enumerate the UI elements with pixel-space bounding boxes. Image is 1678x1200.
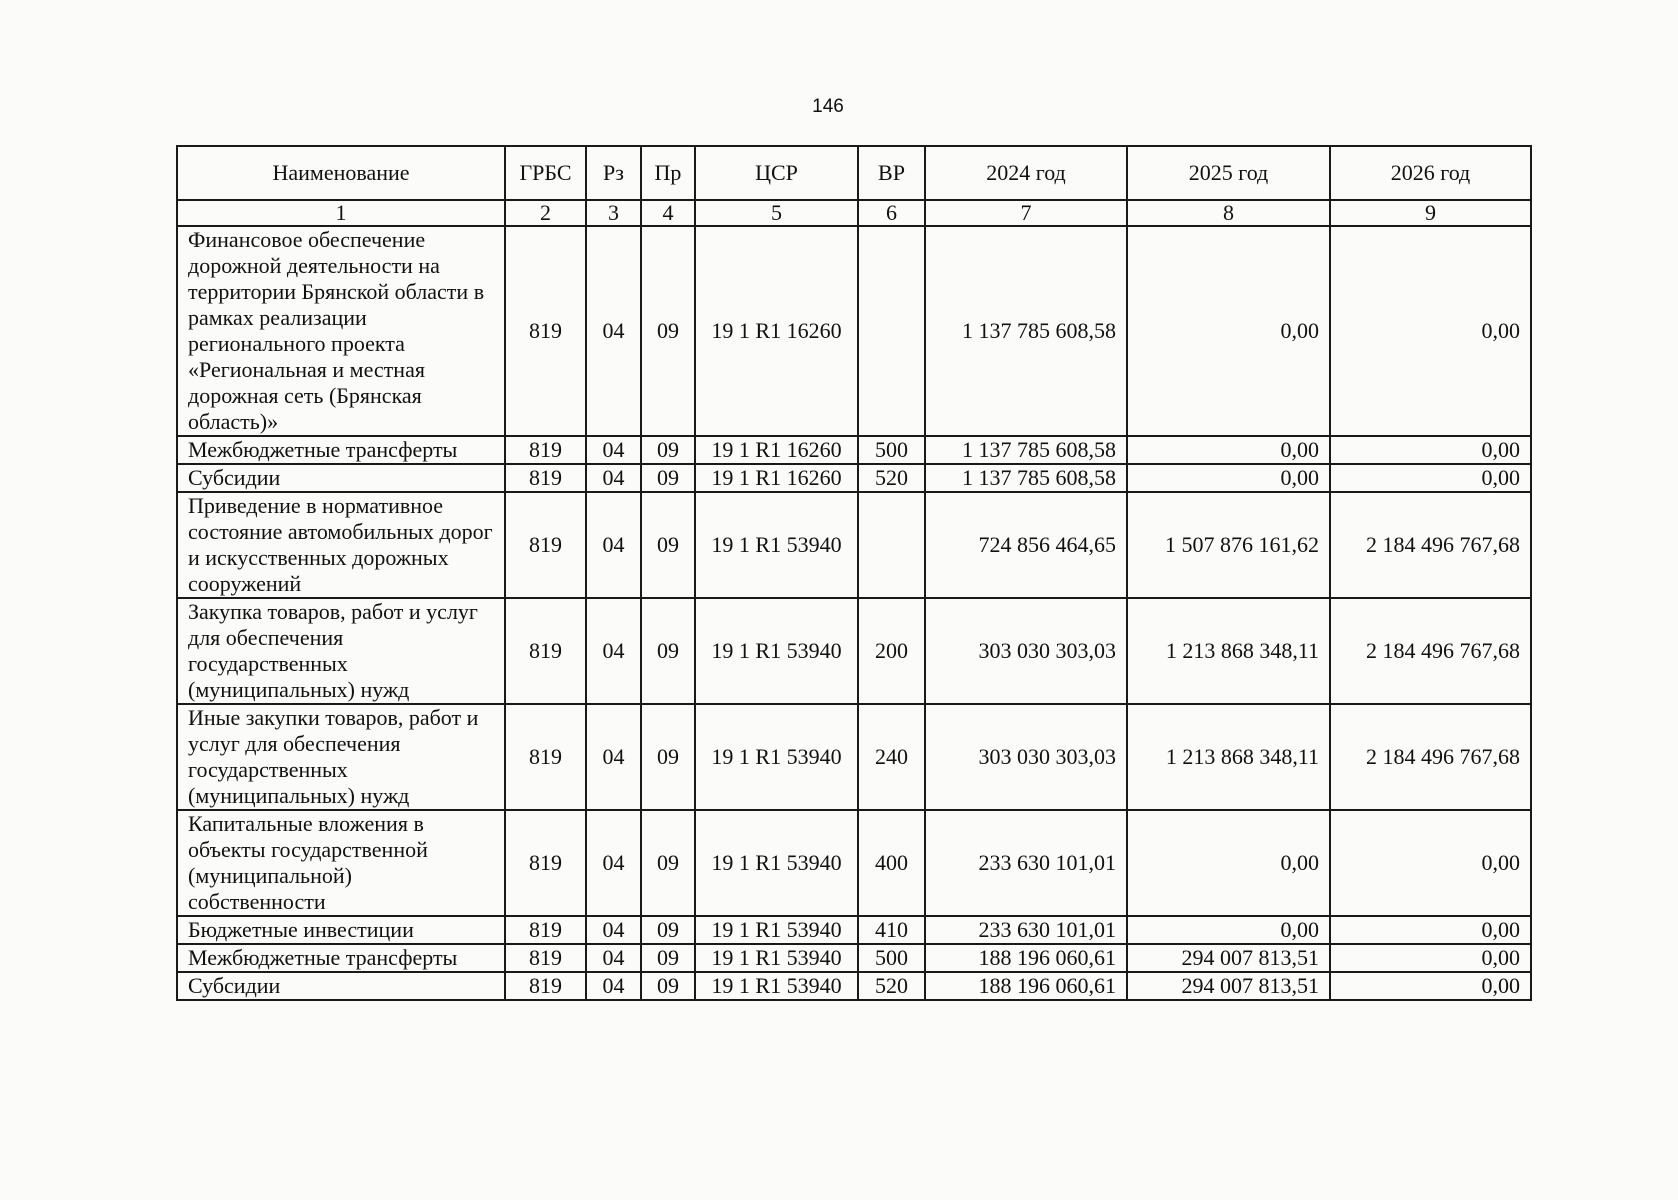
table-row [177, 972, 1531, 1000]
header-row [177, 146, 1531, 200]
row-2024: 1 137 785 608,58 [925, 226, 1127, 436]
row-2025: 0,00 [1127, 436, 1330, 464]
row-2025: 294 007 813,51 [1127, 944, 1330, 972]
table-row [177, 944, 1531, 972]
col-number: 2 [505, 200, 586, 226]
row-vr: 400 [858, 810, 925, 916]
row-name: Межбюджетные трансферты [177, 436, 505, 464]
table-row [177, 226, 1531, 436]
row-csr: 19 1 R1 53940 [695, 704, 858, 810]
row-2026: 2 184 496 767,68 [1330, 598, 1531, 704]
row-2026: 0,00 [1330, 464, 1531, 492]
row-grbs: 819 [505, 704, 586, 810]
col-header-name: Наименование [177, 146, 505, 200]
row-pr: 09 [641, 492, 695, 598]
row-2024: 1 137 785 608,58 [925, 464, 1127, 492]
row-2025: 1 213 868 348,11 [1127, 704, 1330, 810]
row-name: Приведение в нормативное состояние автомобильных дорог и искусственных дорожных сооружений [177, 492, 505, 598]
row-2025: 0,00 [1127, 464, 1330, 492]
col-header-2026: 2026 год [1330, 146, 1531, 200]
row-rz: 04 [586, 492, 641, 598]
row-2024: 303 030 303,03 [925, 598, 1127, 704]
row-pr: 09 [641, 944, 695, 972]
row-csr: 19 1 R1 53940 [695, 944, 858, 972]
row-vr: 240 [858, 704, 925, 810]
row-name: Субсидии [177, 464, 505, 492]
row-grbs: 819 [505, 810, 586, 916]
table-row [177, 810, 1531, 916]
row-2026: 0,00 [1330, 810, 1531, 916]
col-header-2024: 2024 год [925, 146, 1127, 200]
row-csr: 19 1 R1 53940 [695, 492, 858, 598]
row-name: Иные закупки товаров, работ и услуг для обеспечения государственных (муниципальных) нужд [177, 704, 505, 810]
row-vr: 520 [858, 464, 925, 492]
row-2026: 2 184 496 767,68 [1330, 492, 1531, 598]
col-header-grbs: ГРБС [505, 146, 586, 200]
row-2025: 1 507 876 161,62 [1127, 492, 1330, 598]
row-name: Закупка товаров, работ и услуг для обеспечения государственных (муниципальных) нужд [177, 598, 505, 704]
col-number: 7 [925, 200, 1127, 226]
table-row [177, 704, 1531, 810]
row-2024: 303 030 303,03 [925, 704, 1127, 810]
table-row [177, 916, 1531, 944]
row-pr: 09 [641, 226, 695, 436]
table-row [177, 464, 1531, 492]
col-number: 9 [1330, 200, 1531, 226]
row-2024: 233 630 101,01 [925, 916, 1127, 944]
col-number: 4 [641, 200, 695, 226]
row-pr: 09 [641, 598, 695, 704]
row-2024: 188 196 060,61 [925, 944, 1127, 972]
row-csr: 19 1 R1 53940 [695, 972, 858, 1000]
col-number: 1 [177, 200, 505, 226]
row-grbs: 819 [505, 226, 586, 436]
row-2026: 0,00 [1330, 944, 1531, 972]
row-rz: 04 [586, 972, 641, 1000]
row-rz: 04 [586, 704, 641, 810]
row-2024: 188 196 060,61 [925, 972, 1127, 1000]
row-name: Межбюджетные трансферты [177, 944, 505, 972]
row-grbs: 819 [505, 972, 586, 1000]
col-header-csr: ЦСР [695, 146, 858, 200]
row-grbs: 819 [505, 464, 586, 492]
row-pr: 09 [641, 972, 695, 1000]
row-2025: 1 213 868 348,11 [1127, 598, 1330, 704]
row-csr: 19 1 R1 16260 [695, 436, 858, 464]
row-csr: 19 1 R1 53940 [695, 598, 858, 704]
table-row [177, 598, 1531, 704]
row-vr: 200 [858, 598, 925, 704]
row-rz: 04 [586, 916, 641, 944]
row-grbs: 819 [505, 944, 586, 972]
row-pr: 09 [641, 704, 695, 810]
row-2026: 0,00 [1330, 972, 1531, 1000]
row-pr: 09 [641, 464, 695, 492]
row-2025: 0,00 [1127, 916, 1330, 944]
row-grbs: 819 [505, 492, 586, 598]
col-number: 5 [695, 200, 858, 226]
row-rz: 04 [586, 436, 641, 464]
row-name: Субсидии [177, 972, 505, 1000]
row-name: Капитальные вложения в объекты государственной (муниципальной) собственности [177, 810, 505, 916]
row-rz: 04 [586, 226, 641, 436]
col-number: 8 [1127, 200, 1330, 226]
row-csr: 19 1 R1 53940 [695, 810, 858, 916]
row-pr: 09 [641, 916, 695, 944]
row-name: Финансовое обеспечение дорожной деятельности на территории Брянской области в рамках реализации регионального проекта «Региональная и местная дорожная сеть (Брянская область)» [177, 226, 505, 436]
row-pr: 09 [641, 810, 695, 916]
budget-table [176, 145, 1532, 1001]
row-csr: 19 1 R1 16260 [695, 464, 858, 492]
row-rz: 04 [586, 944, 641, 972]
row-2026: 0,00 [1330, 916, 1531, 944]
page-number: 146 [812, 96, 844, 117]
row-2024: 233 630 101,01 [925, 810, 1127, 916]
row-2025: 0,00 [1127, 810, 1330, 916]
table-row [177, 436, 1531, 464]
row-2026: 0,00 [1330, 226, 1531, 436]
row-rz: 04 [586, 810, 641, 916]
col-header-rz: Рз [586, 146, 641, 200]
table-row [177, 492, 1531, 598]
row-2025: 294 007 813,51 [1127, 972, 1330, 1000]
row-pr: 09 [641, 436, 695, 464]
row-rz: 04 [586, 464, 641, 492]
row-csr: 19 1 R1 53940 [695, 916, 858, 944]
row-2024: 724 856 464,65 [925, 492, 1127, 598]
row-2026: 2 184 496 767,68 [1330, 704, 1531, 810]
row-vr: 520 [858, 972, 925, 1000]
row-vr [858, 492, 925, 598]
row-vr: 410 [858, 916, 925, 944]
row-vr: 500 [858, 944, 925, 972]
col-header-vr: ВР [858, 146, 925, 200]
row-name: Бюджетные инвестиции [177, 916, 505, 944]
col-number: 3 [586, 200, 641, 226]
row-grbs: 819 [505, 436, 586, 464]
row-vr: 500 [858, 436, 925, 464]
row-grbs: 819 [505, 598, 586, 704]
row-grbs: 819 [505, 916, 586, 944]
row-2025: 0,00 [1127, 226, 1330, 436]
col-header-2025: 2025 год [1127, 146, 1330, 200]
row-vr [858, 226, 925, 436]
row-csr: 19 1 R1 16260 [695, 226, 858, 436]
row-2024: 1 137 785 608,58 [925, 436, 1127, 464]
col-number: 6 [858, 200, 925, 226]
col-header-pr: Пр [641, 146, 695, 200]
row-rz: 04 [586, 598, 641, 704]
column-number-row [177, 200, 1531, 226]
row-2026: 0,00 [1330, 436, 1531, 464]
